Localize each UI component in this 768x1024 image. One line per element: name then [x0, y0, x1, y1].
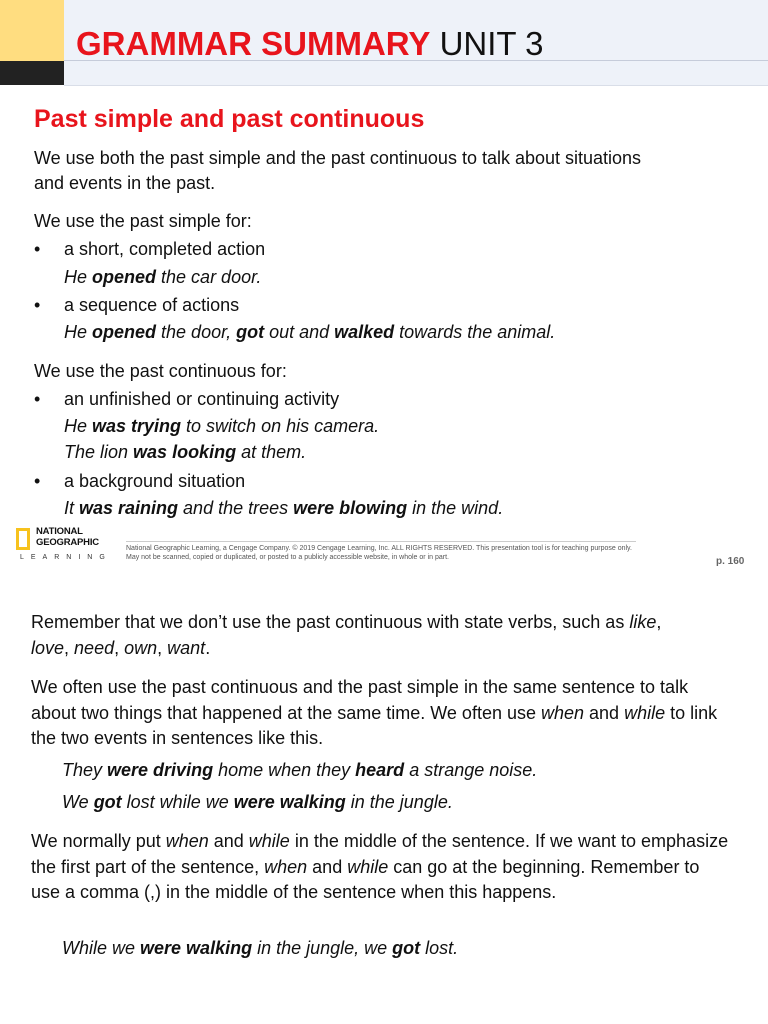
example-verb: were blowing	[293, 498, 408, 518]
yellow-border-icon	[16, 528, 30, 550]
bullet-dot: •	[34, 239, 41, 259]
example-sentence	[64, 414, 379, 439]
text-italic: while	[347, 856, 389, 877]
text-run: We normally put	[31, 831, 166, 851]
continuous-lead: We use the past continuous for:	[34, 361, 287, 381]
bullet-item	[34, 293, 239, 318]
bullet-text: an unfinished or continuing activity	[64, 389, 340, 409]
example-part: While we	[62, 938, 141, 958]
text-run: ,	[114, 637, 125, 658]
example-sentence	[62, 758, 537, 783]
example-verb: were walking	[140, 938, 253, 958]
example-part: and the trees	[178, 498, 294, 518]
example-sentence	[64, 496, 503, 521]
text-run: and	[584, 702, 625, 723]
example-sentence	[62, 790, 453, 815]
footer-rule	[126, 541, 636, 542]
example-part: lost while we	[121, 792, 234, 812]
text-run: in the middle of the sentence. If we want to emphasize the first part of the sentence,	[31, 831, 729, 877]
text-run: Remember that we don’t use the past continuous with state verbs, such as	[31, 612, 630, 632]
bullet-item	[34, 387, 339, 412]
text-italic: like	[629, 612, 657, 632]
logo-learning: LEARNING	[20, 554, 112, 561]
copyright-notice: National Geographic Learning, a Cengage Company. © 2019 Cengage Learning, Inc. ALL RIGHTS RESERVED. This presentation tool is for teaching purpose only. May not be scanned, copied or duplicated, or posted to a publicly accessible website, in whole or in part.	[126, 545, 632, 561]
bullet-item	[34, 469, 245, 494]
paragraph-same-time	[31, 675, 731, 752]
text-italic: want	[167, 637, 206, 658]
example-part: He	[64, 322, 93, 342]
corner-accent-black	[0, 61, 64, 85]
text-run: .	[205, 637, 211, 658]
example-part: lost.	[420, 938, 459, 958]
example-sentence	[62, 936, 458, 961]
logo-text	[36, 526, 99, 548]
title-red: GRAMMAR SUMMARY	[76, 25, 431, 62]
example-part: to switch on his camera.	[181, 416, 380, 436]
title-unit: UNIT 3	[430, 25, 544, 62]
bullet-text: a background situation	[64, 471, 246, 491]
example-part: at them.	[236, 442, 307, 462]
intro-line-2: and events in the past.	[34, 173, 216, 193]
text-run: ,	[64, 637, 75, 658]
example-verb: opened	[92, 267, 157, 287]
example-verb: got	[392, 938, 421, 958]
example-part: in the jungle, we	[252, 938, 393, 958]
intro-line-1: We use both the past simple and the past continuous to talk about situations	[34, 148, 642, 168]
paragraph-position	[31, 829, 731, 906]
bullet-item	[34, 237, 265, 262]
example-verb: were driving	[107, 760, 214, 780]
example-sentence	[64, 440, 306, 465]
example-verb: were walking	[233, 792, 346, 812]
example-part: a strange noise.	[404, 760, 538, 780]
text-italic: while	[248, 831, 290, 851]
bullet-text: a short, completed action	[64, 239, 266, 259]
example-part: home when they	[213, 760, 356, 780]
example-part: in the jungle.	[345, 792, 453, 812]
example-part: He	[64, 267, 93, 287]
text-run: to link the two events in sentences like this.	[31, 702, 718, 748]
text-italic: while	[624, 702, 666, 723]
logo-line: NATIONAL	[36, 526, 83, 537]
text-italic: when	[264, 856, 308, 877]
page-number: p. 160	[716, 556, 745, 567]
example-part: in the wind.	[407, 498, 504, 518]
example-part: out and	[264, 322, 335, 342]
bullet-dot: •	[34, 471, 41, 491]
text-italic: own	[124, 637, 158, 658]
text-italic: love	[31, 637, 65, 658]
bullet-dot: •	[34, 295, 41, 315]
text-run: We often use the past continuous and the past simple in the same sentence to talk about two things that happened at the same time. We often use	[31, 677, 689, 723]
logo-line: GEOGRAPHIC	[36, 537, 99, 548]
example-verb: was looking	[133, 442, 237, 462]
example-sentence	[64, 320, 555, 345]
example-verb: got	[93, 792, 122, 812]
slide-bottom	[0, 576, 768, 1024]
text-run: ,	[157, 637, 168, 658]
example-part: The lion	[64, 442, 134, 462]
example-part: It	[64, 498, 80, 518]
natgeo-logo	[16, 526, 116, 566]
text-run: and	[208, 831, 249, 851]
text-run: can go at the beginning. Remember to use a comma (,) in the middle of the sentence when this happens.	[31, 856, 700, 902]
section-heading: Past simple and past continuous	[34, 105, 425, 133]
text-italic: when	[165, 831, 209, 851]
text-run: and	[307, 856, 348, 877]
example-part: They	[62, 760, 108, 780]
example-verb: was raining	[79, 498, 179, 518]
text-italic: need	[74, 637, 115, 658]
paragraph-state-verbs	[31, 610, 731, 661]
example-verb: opened	[92, 322, 157, 342]
example-part: We	[62, 792, 94, 812]
corner-accent-yellow	[0, 0, 64, 61]
text-italic: when	[541, 702, 585, 723]
bullet-text: a sequence of actions	[64, 295, 240, 315]
simple-lead: We use the past simple for:	[34, 211, 252, 231]
text-run: ,	[656, 612, 662, 632]
example-verb: heard	[355, 760, 405, 780]
page-title	[76, 22, 544, 66]
bullet-dot: •	[34, 389, 41, 409]
example-part: He	[64, 416, 93, 436]
example-part: the car door.	[156, 267, 262, 287]
example-verb: got	[236, 322, 265, 342]
example-part: the door,	[156, 322, 237, 342]
example-part: towards the animal.	[394, 322, 556, 342]
example-verb: was trying	[92, 416, 182, 436]
example-verb: walked	[334, 322, 395, 342]
example-sentence	[64, 265, 261, 290]
